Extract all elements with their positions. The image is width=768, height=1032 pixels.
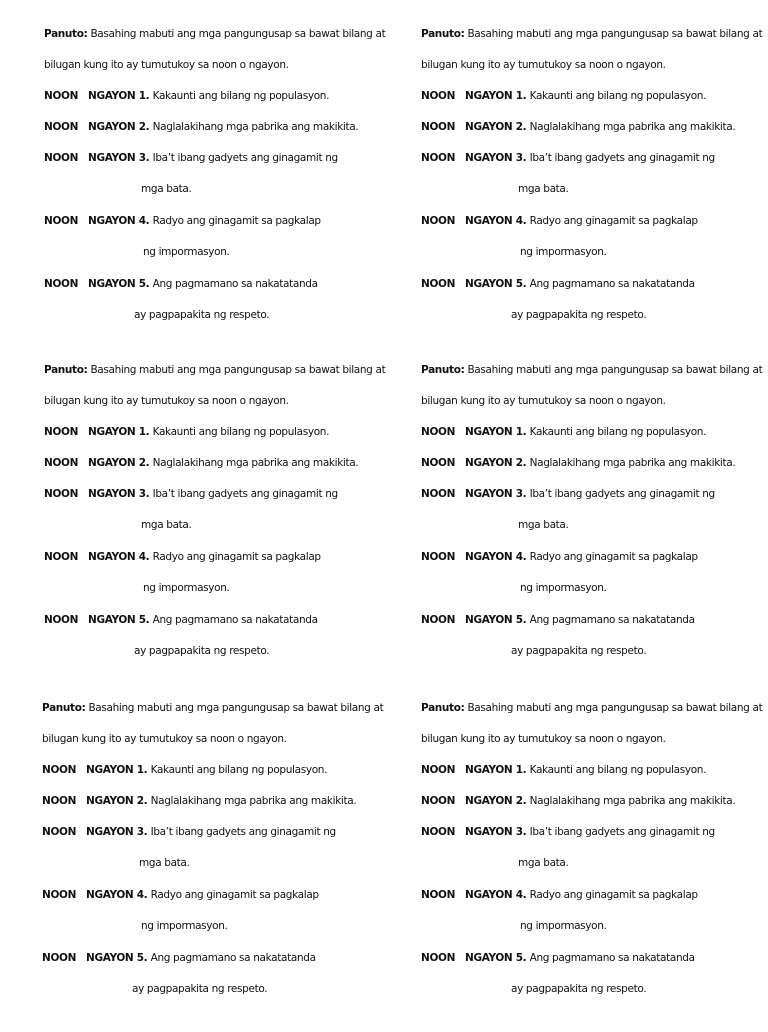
choice-noon[interactable]: NOON — [44, 152, 79, 164]
choice-ngayon[interactable]: NGAYON 4. Radyo ang ginagamit sa pagkalap — [86, 889, 319, 901]
item-4-continuation: ng impormasyon. — [143, 246, 230, 258]
choice-noon[interactable]: NOON — [42, 826, 77, 838]
choice-ngayon[interactable]: NGAYON 2. Naglalakihang mga pabrika ang makikita. — [86, 795, 357, 807]
item-text: Naglalakihang mga pabrika ang makikita. — [152, 457, 359, 469]
choice-ngayon[interactable]: NGAYON 2. Naglalakihang mga pabrika ang makikita. — [465, 795, 736, 807]
worksheet-block-3 — [44, 364, 394, 694]
item-3-continuation: mga bata. — [141, 519, 192, 531]
choice-ngayon[interactable]: NGAYON 1. Kakaunti ang bilang ng populasyon. — [86, 764, 328, 776]
instruction-text-1: Basahing mabuti ang mga pangungusap sa bawat bilang at — [467, 28, 763, 40]
item-1 — [42, 764, 328, 776]
instruction-line-2: bilugan kung ito ay tumutukoy sa noon o ngayon. — [44, 59, 289, 71]
panuto-label: Panuto: — [44, 28, 88, 40]
item-text: Ang pagmamano sa nakatatanda — [529, 952, 695, 964]
item-3 — [44, 488, 338, 500]
worksheet-block-6 — [421, 702, 768, 1032]
item-5 — [44, 278, 318, 290]
choice-noon[interactable]: NOON — [421, 152, 456, 164]
choice-noon[interactable]: NOON — [421, 121, 456, 133]
choice-ngayon[interactable]: NGAYON 5. Ang pagmamano sa nakatatanda — [88, 278, 318, 290]
item-text: Radyo ang ginagamit sa pagkalap — [152, 215, 321, 227]
instruction-text-1: Basahing mabuti ang mga pangungusap sa bawat bilang at — [88, 702, 384, 714]
item-text: Iba’t ibang gadyets ang ginagamit ng — [529, 152, 715, 164]
item-4 — [44, 551, 321, 563]
panuto-label: Panuto: — [421, 364, 465, 376]
instruction-line-2: bilugan kung ito ay tumutukoy sa noon o ngayon. — [421, 395, 666, 407]
choice-noon[interactable]: NOON — [421, 826, 456, 838]
item-5-continuation: ay pagpapakita ng respeto. — [134, 645, 270, 657]
item-3 — [421, 152, 715, 164]
item-5-continuation: ay pagpapakita ng respeto. — [134, 309, 270, 321]
item-4 — [421, 889, 698, 901]
instruction-line-2: bilugan kung ito ay tumutukoy sa noon o ngayon. — [44, 395, 289, 407]
choice-ngayon[interactable]: NGAYON 2. Naglalakihang mga pabrika ang makikita. — [465, 457, 736, 469]
choice-noon[interactable]: NOON — [44, 614, 79, 626]
instruction-text-1: Basahing mabuti ang mga pangungusap sa bawat bilang at — [90, 28, 386, 40]
choice-noon[interactable]: NOON — [421, 614, 456, 626]
choice-ngayon[interactable]: NGAYON 1. Kakaunti ang bilang ng populasyon. — [465, 764, 707, 776]
choice-noon[interactable]: NOON — [44, 488, 79, 500]
item-text: Kakaunti ang bilang ng populasyon. — [152, 426, 330, 438]
item-5 — [421, 952, 695, 964]
item-4 — [421, 215, 698, 227]
instruction-text-1: Basahing mabuti ang mga pangungusap sa bawat bilang at — [467, 364, 763, 376]
worksheet-block-2 — [421, 28, 768, 358]
choice-ngayon[interactable]: NGAYON 1. Kakaunti ang bilang ng populasyon. — [88, 426, 330, 438]
instruction-line-1 — [421, 702, 762, 714]
choice-noon[interactable]: NOON — [44, 457, 79, 469]
choice-noon[interactable]: NOON — [44, 426, 79, 438]
item-1 — [44, 90, 330, 102]
choice-ngayon[interactable]: NGAYON 3. Iba’t ibang gadyets ang ginagamit ng — [88, 488, 338, 500]
item-text: Kakaunti ang bilang ng populasyon. — [152, 90, 330, 102]
item-text: Kakaunti ang bilang ng populasyon. — [529, 764, 707, 776]
choice-ngayon[interactable]: NGAYON 2. Naglalakihang mga pabrika ang makikita. — [465, 121, 736, 133]
choice-noon[interactable]: NOON — [44, 90, 79, 102]
choice-noon[interactable]: NOON — [421, 215, 456, 227]
item-text: Radyo ang ginagamit sa pagkalap — [152, 551, 321, 563]
item-text: Radyo ang ginagamit sa pagkalap — [529, 889, 698, 901]
choice-noon[interactable]: NOON — [44, 121, 79, 133]
item-5 — [421, 614, 695, 626]
item-2 — [44, 121, 359, 133]
choice-ngayon[interactable]: NGAYON 3. Iba’t ibang gadyets ang ginagamit ng — [465, 488, 715, 500]
choice-noon[interactable]: NOON — [421, 488, 456, 500]
item-4-continuation: ng impormasyon. — [520, 246, 607, 258]
instruction-line-1 — [42, 702, 383, 714]
instruction-line-2: bilugan kung ito ay tumutukoy sa noon o ngayon. — [421, 733, 666, 745]
item-5-continuation: ay pagpapakita ng respeto. — [132, 983, 268, 995]
choice-noon[interactable]: NOON — [421, 457, 456, 469]
choice-noon[interactable]: NOON — [421, 278, 456, 290]
item-4-continuation: ng impormasyon. — [143, 582, 230, 594]
item-2 — [421, 121, 736, 133]
choice-ngayon[interactable]: NGAYON 5. Ang pagmamano sa nakatatanda — [465, 278, 695, 290]
item-text: Radyo ang ginagamit sa pagkalap — [150, 889, 319, 901]
choice-noon[interactable]: NOON — [421, 795, 456, 807]
item-4-continuation: ng impormasyon. — [141, 920, 228, 932]
choice-ngayon[interactable]: NGAYON 2. Naglalakihang mga pabrika ang makikita. — [88, 457, 359, 469]
item-4-continuation: ng impormasyon. — [520, 920, 607, 932]
worksheet-block-4 — [421, 364, 768, 694]
choice-noon[interactable]: NOON — [42, 795, 77, 807]
item-4 — [42, 889, 319, 901]
item-1 — [421, 90, 707, 102]
item-4-continuation: ng impormasyon. — [520, 582, 607, 594]
item-1 — [421, 764, 707, 776]
choice-ngayon[interactable]: NGAYON 3. Iba’t ibang gadyets ang ginagamit ng — [465, 152, 715, 164]
choice-noon[interactable]: NOON — [421, 889, 456, 901]
choice-noon[interactable]: NOON — [421, 764, 456, 776]
item-text: Iba’t ibang gadyets ang ginagamit ng — [152, 488, 338, 500]
choice-ngayon[interactable]: NGAYON 4. Radyo ang ginagamit sa pagkalap — [465, 551, 698, 563]
choice-ngayon[interactable]: NGAYON 1. Kakaunti ang bilang ng populasyon. — [88, 90, 330, 102]
choice-ngayon[interactable]: NGAYON 4. Radyo ang ginagamit sa pagkalap — [465, 889, 698, 901]
item-text: Ang pagmamano sa nakatatanda — [529, 614, 695, 626]
item-3 — [421, 826, 715, 838]
item-text: Kakaunti ang bilang ng populasyon. — [529, 426, 707, 438]
item-5-continuation: ay pagpapakita ng respeto. — [511, 645, 647, 657]
item-2 — [421, 795, 736, 807]
instruction-text-1: Basahing mabuti ang mga pangungusap sa bawat bilang at — [90, 364, 386, 376]
item-4 — [421, 551, 698, 563]
worksheet-block-5 — [42, 702, 392, 1032]
item-text: Radyo ang ginagamit sa pagkalap — [529, 215, 698, 227]
item-3 — [421, 488, 715, 500]
item-3-continuation: mga bata. — [518, 519, 569, 531]
item-3 — [44, 152, 338, 164]
panuto-label: Panuto: — [421, 702, 465, 714]
item-text: Ang pagmamano sa nakatatanda — [152, 278, 318, 290]
item-3-continuation: mga bata. — [518, 857, 569, 869]
item-text: Radyo ang ginagamit sa pagkalap — [529, 551, 698, 563]
choice-noon[interactable]: NOON — [421, 551, 456, 563]
choice-noon[interactable]: NOON — [42, 952, 77, 964]
item-text: Ang pagmamano sa nakatatanda — [152, 614, 318, 626]
panuto-label: Panuto: — [42, 702, 86, 714]
item-3-continuation: mga bata. — [139, 857, 190, 869]
choice-noon[interactable]: NOON — [421, 426, 456, 438]
item-text: Iba’t ibang gadyets ang ginagamit ng — [529, 488, 715, 500]
choice-noon[interactable]: NOON — [42, 764, 77, 776]
choice-noon[interactable]: NOON — [44, 551, 79, 563]
instruction-line-2: bilugan kung ito ay tumutukoy sa noon o ngayon. — [421, 59, 666, 71]
item-5-continuation: ay pagpapakita ng respeto. — [511, 309, 647, 321]
item-5-continuation: ay pagpapakita ng respeto. — [511, 983, 647, 995]
item-4 — [44, 215, 321, 227]
item-text: Naglalakihang mga pabrika ang makikita. — [529, 121, 736, 133]
item-text: Iba’t ibang gadyets ang ginagamit ng — [529, 826, 715, 838]
item-text: Kakaunti ang bilang ng populasyon. — [150, 764, 328, 776]
item-1 — [421, 426, 707, 438]
item-text: Naglalakihang mga pabrika ang makikita. — [529, 457, 736, 469]
item-text: Ang pagmamano sa nakatatanda — [529, 278, 695, 290]
choice-noon[interactable]: NOON — [44, 278, 79, 290]
choice-ngayon[interactable]: NGAYON 4. Radyo ang ginagamit sa pagkalap — [88, 215, 321, 227]
item-text: Iba’t ibang gadyets ang ginagamit ng — [150, 826, 336, 838]
item-5 — [44, 614, 318, 626]
item-text: Ang pagmamano sa nakatatanda — [150, 952, 316, 964]
choice-ngayon[interactable]: NGAYON 4. Radyo ang ginagamit sa pagkalap — [88, 551, 321, 563]
worksheet-block-1 — [44, 28, 394, 358]
instruction-line-1 — [421, 28, 762, 40]
item-text: Naglalakihang mga pabrika ang makikita. — [529, 795, 736, 807]
instruction-line-1 — [421, 364, 762, 376]
item-text: Iba’t ibang gadyets ang ginagamit ng — [152, 152, 338, 164]
choice-ngayon[interactable]: NGAYON 3. Iba’t ibang gadyets ang ginagamit ng — [465, 826, 715, 838]
panuto-label: Panuto: — [44, 364, 88, 376]
choice-ngayon[interactable]: NGAYON 1. Kakaunti ang bilang ng populasyon. — [465, 426, 707, 438]
instruction-line-1 — [44, 28, 385, 40]
item-3-continuation: mga bata. — [518, 183, 569, 195]
item-1 — [44, 426, 330, 438]
item-2 — [42, 795, 357, 807]
choice-ngayon[interactable]: NGAYON 5. Ang pagmamano sa nakatatanda — [86, 952, 316, 964]
item-5 — [421, 278, 695, 290]
item-2 — [421, 457, 736, 469]
choice-ngayon[interactable]: NGAYON 5. Ang pagmamano sa nakatatanda — [465, 952, 695, 964]
choice-noon[interactable]: NOON — [421, 90, 456, 102]
choice-noon[interactable]: NOON — [44, 215, 79, 227]
choice-noon[interactable]: NOON — [42, 889, 77, 901]
choice-ngayon[interactable]: NGAYON 5. Ang pagmamano sa nakatatanda — [465, 614, 695, 626]
choice-ngayon[interactable]: NGAYON 3. Iba’t ibang gadyets ang ginagamit ng — [86, 826, 336, 838]
item-text: Naglalakihang mga pabrika ang makikita. — [152, 121, 359, 133]
choice-noon[interactable]: NOON — [421, 952, 456, 964]
choice-ngayon[interactable]: NGAYON 4. Radyo ang ginagamit sa pagkalap — [465, 215, 698, 227]
instruction-line-2: bilugan kung ito ay tumutukoy sa noon o ngayon. — [42, 733, 287, 745]
choice-ngayon[interactable]: NGAYON 3. Iba’t ibang gadyets ang ginagamit ng — [88, 152, 338, 164]
choice-ngayon[interactable]: NGAYON 5. Ang pagmamano sa nakatatanda — [88, 614, 318, 626]
item-3-continuation: mga bata. — [141, 183, 192, 195]
item-text: Kakaunti ang bilang ng populasyon. — [529, 90, 707, 102]
choice-ngayon[interactable]: NGAYON 2. Naglalakihang mga pabrika ang makikita. — [88, 121, 359, 133]
choice-ngayon[interactable]: NGAYON 1. Kakaunti ang bilang ng populasyon. — [465, 90, 707, 102]
item-2 — [44, 457, 359, 469]
item-text: Naglalakihang mga pabrika ang makikita. — [150, 795, 357, 807]
item-5 — [42, 952, 316, 964]
panuto-label: Panuto: — [421, 28, 465, 40]
instruction-line-1 — [44, 364, 385, 376]
instruction-text-1: Basahing mabuti ang mga pangungusap sa bawat bilang at — [467, 702, 763, 714]
item-3 — [42, 826, 336, 838]
